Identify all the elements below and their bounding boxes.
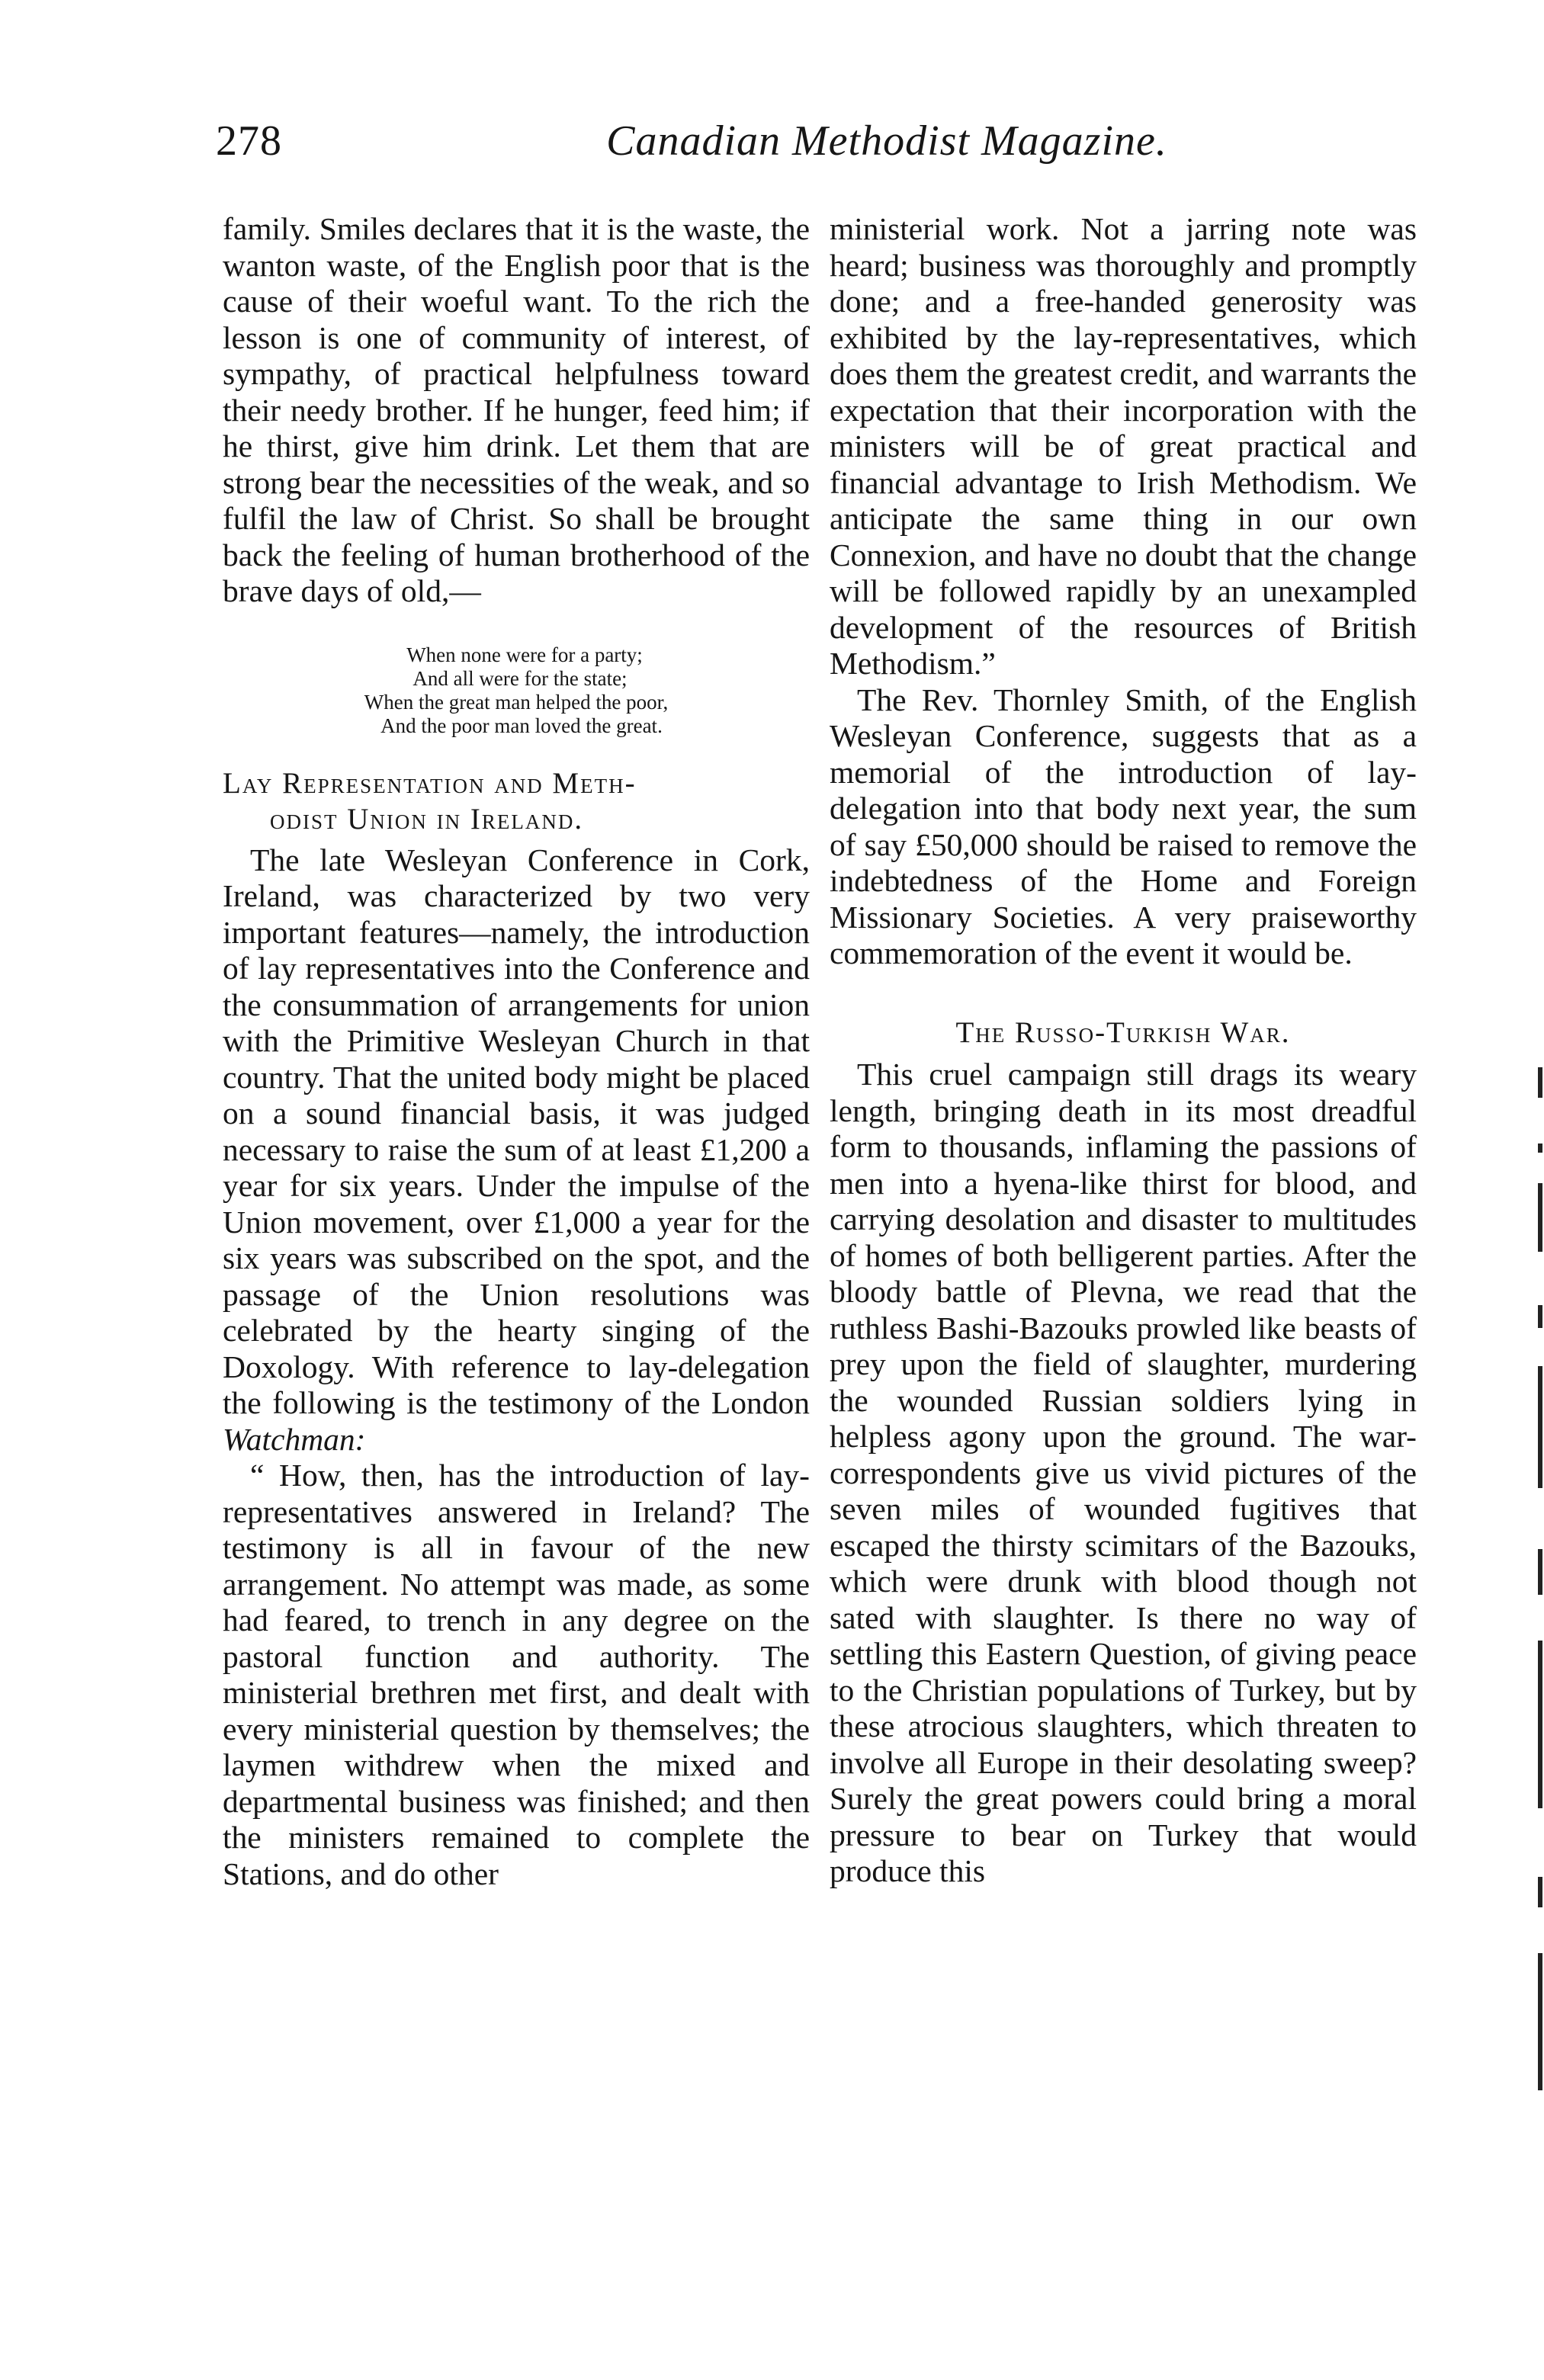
poem-line: When none were for a party;	[406, 643, 643, 666]
section-heading-lay-representation	[223, 765, 810, 838]
paragraph-wesleyan-conference	[223, 842, 810, 1458]
page-number: 278	[216, 117, 282, 165]
paragraph-thornley-smith: The Rev. Thornley Smith, of the English Wesleyan Conference, suggests that as a memorial of the introduction of lay-delegation into that body next year, the sum of say £50,000 should be raised to remove the indebtedness of the Home and Foreign Missionary Societies. A very praiseworthy commemoration of the event it would be.	[830, 682, 1417, 970]
watchman-title: Watchman:	[223, 1421, 366, 1457]
heading-line: Lay Representation and Meth-	[223, 766, 637, 800]
left-column	[223, 211, 810, 2224]
section-heading-russo-turkish-war: The Russo-Turkish War.	[955, 1015, 1291, 1049]
running-title: Canadian Methodist Magazine.	[606, 117, 1167, 165]
paragraph-text: The late Wesleyan Conference in Cork, Ireland, was characterized by two very important features—namely, the introduction of lay representatives into the Conference and the consummation of arrangements for union with the Primitive Wesleyan Church in that country. That the united body might be placed on a sound financial basis, it was judged necessary to raise the sum of at least £1,200 a year for six years. Under the impulse of the Union movement, over £1,000 a year for the six years was subscribed on the spot, and the passage of the Union resolutions was celebrated by the hearty singing of the Doxology. With reference to lay-delegation the following is the testimony of the London	[223, 842, 810, 1420]
poem-line: And the poor man loved the great.	[380, 714, 663, 737]
scan-edge-artifact	[1533, 1067, 1544, 2363]
poem-line: When the great man helped the poor,	[364, 690, 669, 714]
poem-quotation	[223, 643, 810, 738]
opening-paragraph: family. Smiles declares that it is the waste, the wanton waste, of the English poor that is the cause of their woeful want. To the rich the lesson is one of community of interest, of sympathy, of practical helpfulness toward their needy brother. If he hunger, feed him; if he thirst, give him drink. Let them that are strong bear the necessities of the weak, and so fulfil the law of Christ. So shall be brought back the feeling of human brotherhood of the brave days of old,—	[223, 211, 810, 608]
page-header	[216, 114, 1401, 175]
paragraph-russo-turkish-war: This cruel campaign still drags its weary length, bringing death in its most dreadful form to thousands, inflaming the passions of men into a hyena-like thirst for blood, and carrying desolation and disaster to multitudes of homes of both belligerent parties. After the bloody battle of Plevna, we read that the ruthless Bashi-Bazouks prowled like beasts of prey upon the field of slaughter, murdering the wounded Russian soldiers lying in helpless agony upon the ground. The war-correspondents give us vivid pictures of the seven miles of wounded fugitives that escaped the thirsty scimitars of the Bazouks, which were drunk with blood though not sated with slaughter. Is there no way of settling this Eastern Question, of giving peace to the Christian populations of Turkey, but by these atrocious slaughters, which threaten to involve all Europe in their desolating sweep? Surely the great powers could bring a moral pressure to bear on Turkey that would produce this	[830, 1057, 1417, 1888]
poem-line: And all were for the state;	[412, 666, 628, 690]
paragraph-watchman-quote: “ How, then, has the introduction of lay-representatives answered in Ireland? The testimony is all in favour of the new arrangement. No attempt was made, as some had feared, to trench in any degree on the pastoral function and authority. The ministerial brethren met first, and dealt with every ministerial question by themselves; the laymen withdrew when the mixed and departmental business was finished; and then the ministers remained to complete the Stations, and do other	[223, 1458, 810, 1891]
heading-line: odist Union in Ireland.	[270, 803, 584, 836]
continuation-paragraph: ministerial work. Not a jarring note was heard; business was thoroughly and promptly done; and a free-handed generosity was exhibited by the lay-representatives, which does them the greatest credit, and warrants the expectation that their incorporation with the ministers will be of great practical and financial advantage to Irish Methodism. We anticipate the same thing in our own Connexion, and have no doubt that the change will be followed rapidly by an unexampled development of the resources of British Methodism.”	[830, 211, 1417, 681]
right-column	[830, 211, 1417, 2224]
